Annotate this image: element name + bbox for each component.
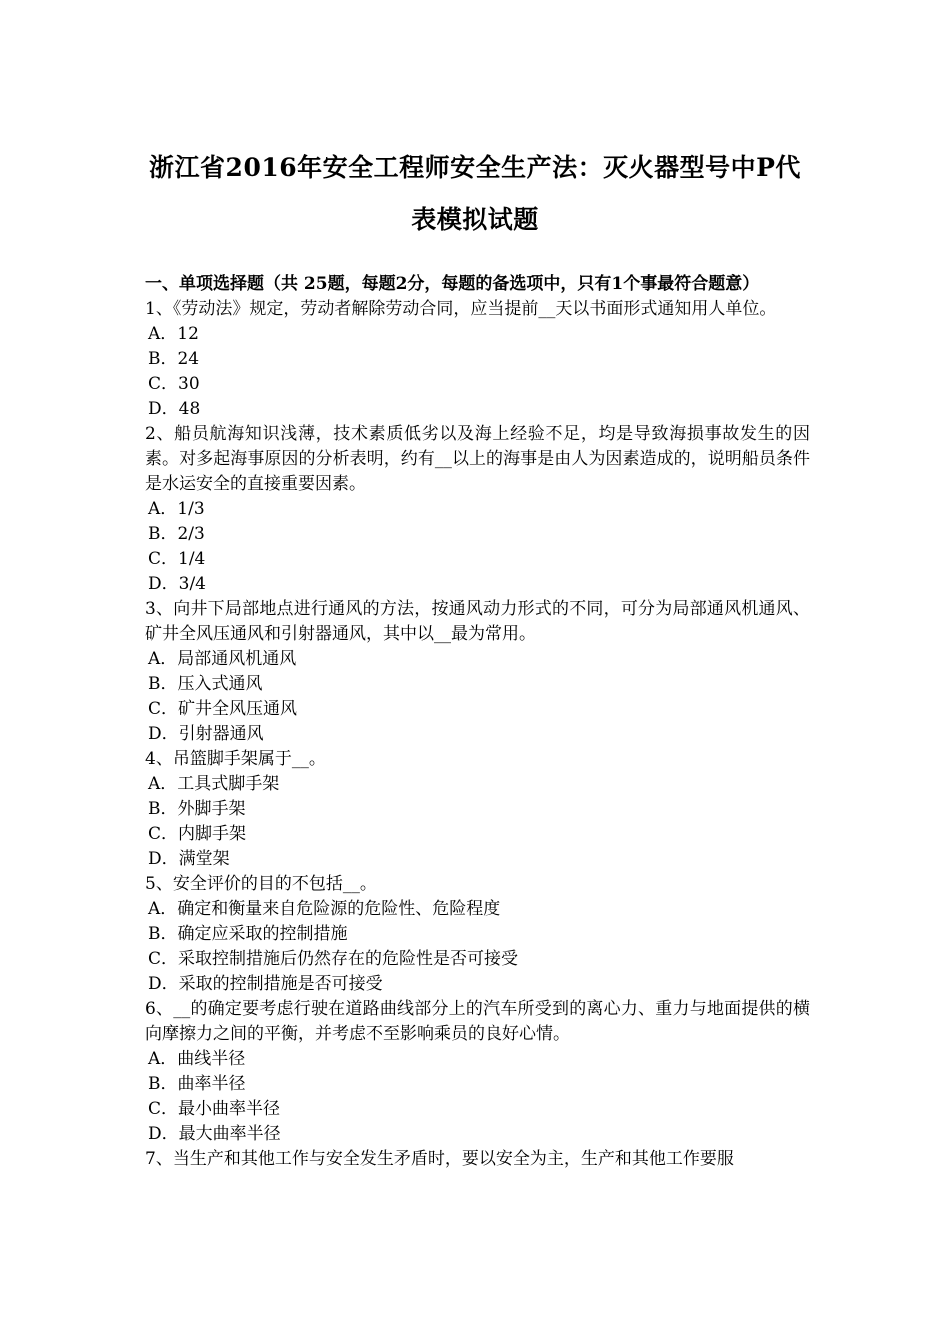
question-2	[145, 422, 810, 597]
option-c: C．1/4	[148, 549, 206, 569]
option-d: D．3/4	[148, 574, 206, 594]
question-4	[145, 747, 810, 872]
question-text: 1、《劳动法》规定，劳动者解除劳动合同，应当提前__天以书面形式通知用人单位。	[145, 299, 777, 319]
option-c: C．矿井全风压通风	[148, 699, 298, 719]
option-b: B．24	[148, 349, 200, 369]
option-a: A．曲线半径	[148, 1049, 246, 1069]
question-text: 2、船员航海知识浅薄，技术素质低劣以及海上经验不足，均是导致海损事故发生的因素。对多起海事原因的分析表明，约有__以上的海事是由人为因素造成的，说明船员条件是水运安全的直接重要因素。	[145, 424, 810, 494]
option-b: B．压入式通风	[148, 674, 263, 694]
option-d: D．48	[148, 399, 201, 419]
question-text: 5、安全评价的目的不包括__。	[145, 874, 377, 894]
question-text: 6、__的确定要考虑行驶在道路曲线部分上的汽车所受到的离心力、重力与地面提供的横向摩擦力之间的平衡，并考虑不至影响乘员的良好心情。	[145, 999, 810, 1044]
document-body	[145, 272, 810, 1172]
option-b: B．确定应采取的控制措施	[148, 924, 348, 944]
question-text: 3、向井下局部地点进行通风的方法，按通风动力形式的不同，可分为局部通风机通风、矿井全风压通风和引射器通风，其中以__最为常用。	[145, 599, 810, 644]
option-a: A．1/3	[148, 499, 205, 519]
document-title-line-1: 浙江省2016年安全工程师安全生产法：灭火器型号中P代	[149, 153, 801, 182]
option-c: C．30	[148, 374, 200, 394]
option-a: A．工具式脚手架	[148, 774, 280, 794]
option-c: C．最小曲率半径	[148, 1099, 281, 1119]
option-a: A．12	[148, 324, 199, 344]
question-6	[145, 997, 810, 1147]
option-d: D．采取的控制措施是否可接受	[148, 974, 383, 994]
option-c: C．采取控制措施后仍然存在的危险性是否可接受	[148, 949, 519, 969]
option-d: D．最大曲率半径	[148, 1124, 281, 1144]
option-b: B．2/3	[148, 524, 205, 544]
option-a: A．局部通风机通风	[148, 649, 297, 669]
option-c: C．内脚手架	[148, 824, 247, 844]
option-d: D．满堂架	[148, 849, 230, 869]
question-5	[145, 872, 810, 997]
option-d: D．引射器通风	[148, 724, 264, 744]
question-1	[145, 297, 810, 422]
option-b: B．外脚手架	[148, 799, 246, 819]
option-b: B．曲率半径	[148, 1074, 246, 1094]
question-text: 7、当生产和其他工作与安全发生矛盾时，要以安全为主，生产和其他工作要服	[145, 1149, 734, 1169]
question-7	[145, 1147, 810, 1172]
question-3	[145, 597, 810, 747]
question-text: 4、吊篮脚手架属于__。	[145, 749, 326, 769]
option-a: A．确定和衡量来自危险源的危险性、危险程度	[148, 899, 501, 919]
document-title-line-2: 表模拟试题	[411, 205, 539, 234]
section-heading: 一、单项选择题（共 25题，每题2分，每题的备选项中，只有1个事最符合题意）	[145, 274, 760, 294]
